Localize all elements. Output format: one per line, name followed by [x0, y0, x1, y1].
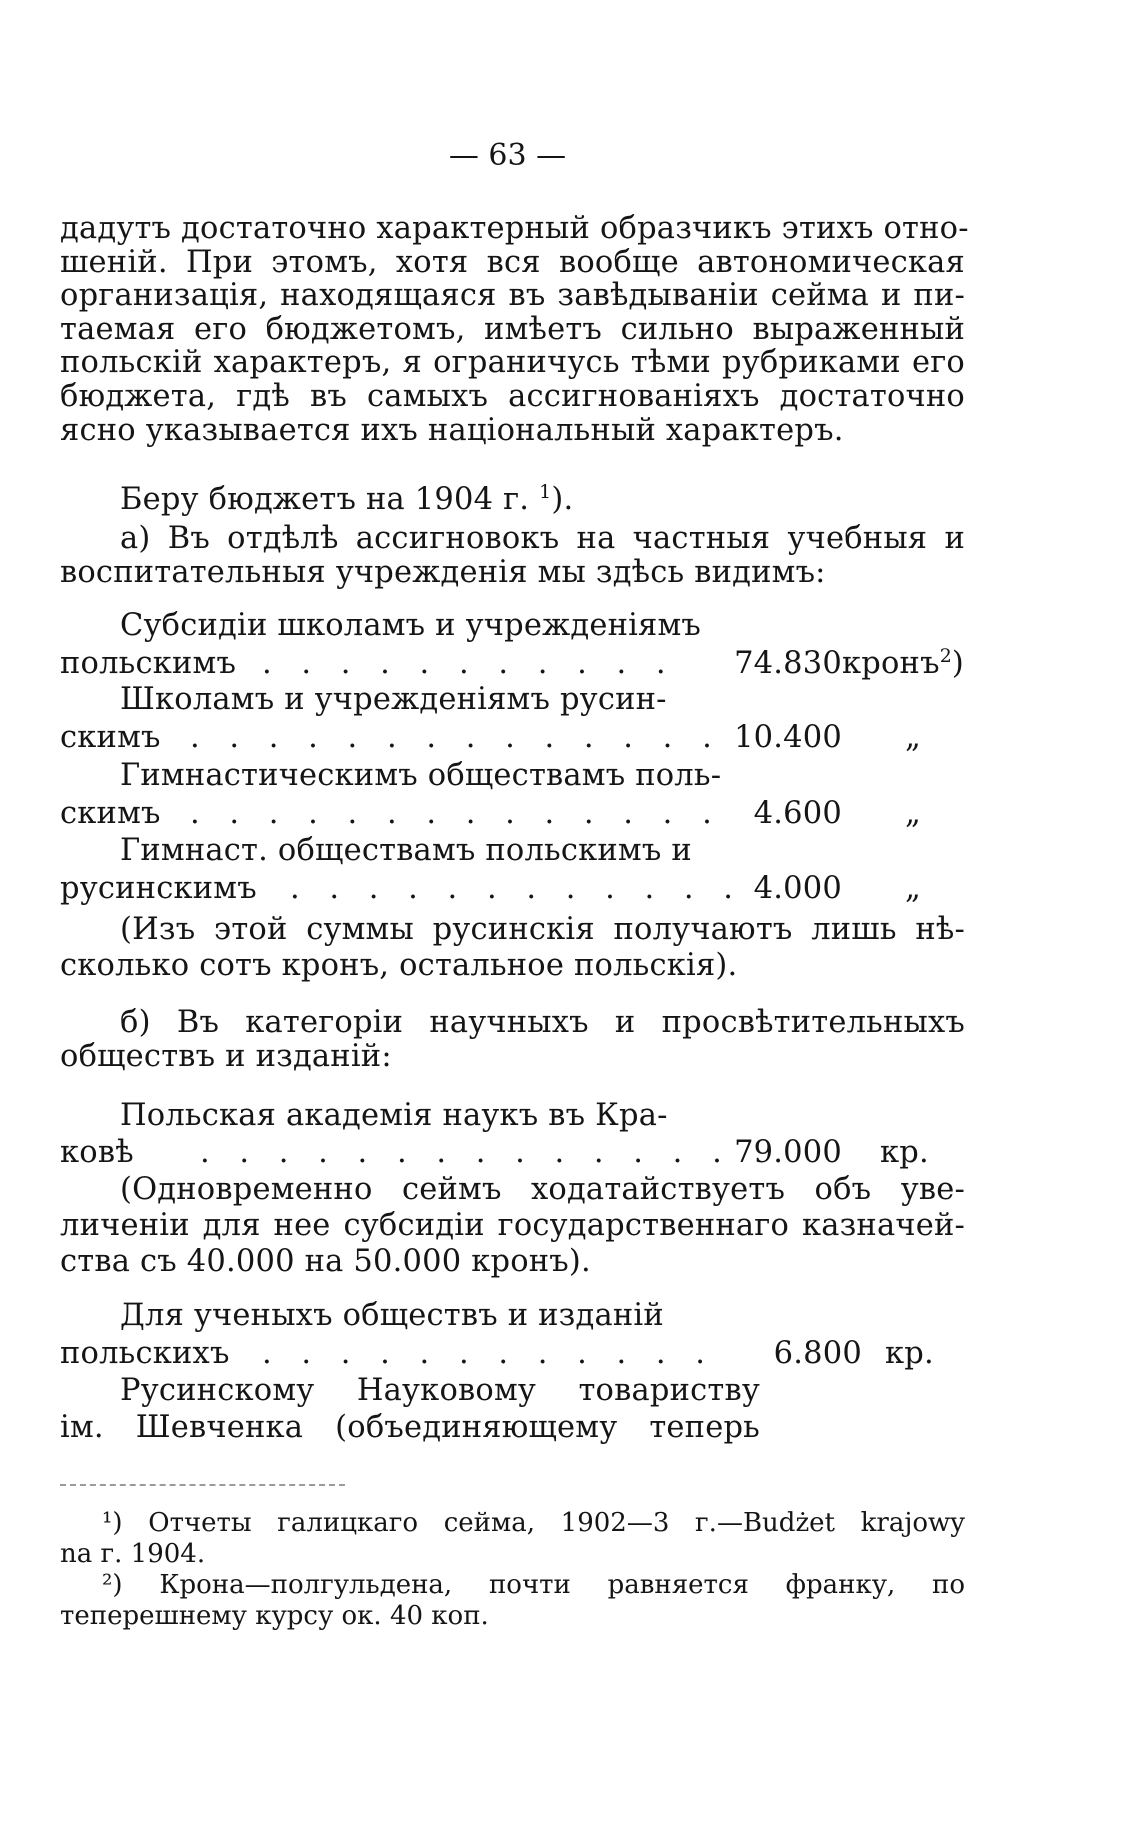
footnote-mark: ²)	[102, 1570, 123, 1600]
text-line: ства съ 40.000 на 50.000 кронъ).	[60, 1244, 591, 1279]
shevchenko-entry	[60, 1372, 760, 1446]
budget-unit: кр.	[885, 1336, 934, 1371]
footnote-rule	[60, 1484, 345, 1486]
footnote-line: na г. 1904.	[60, 1539, 206, 1569]
text-line: бюджета, гдѣ въ самыхъ ассигнованіяхъ достаточно	[60, 378, 965, 414]
footnote-ref: 2	[939, 644, 952, 667]
academy-entry	[0, 1098, 1140, 1178]
footnote-ref: 1	[539, 480, 552, 503]
budget-item-label: Для ученыхъ обществъ и изданій	[120, 1298, 664, 1333]
leader-dots: . . . . . . . . . . .	[262, 646, 676, 681]
budget-unit: „	[905, 871, 922, 906]
text-line: ясно указывается ихъ національный характеръ.	[60, 412, 844, 448]
budget-amount: 74.830	[734, 646, 842, 681]
leader-dots: . . . . . . . . . . . . . .	[200, 1135, 732, 1170]
section-a-intro	[60, 522, 965, 590]
text-line: ім. Шевченка (объединяющему теперь	[60, 1410, 760, 1445]
section-b-intro	[60, 1006, 965, 1074]
budget-item-label: Гимнастическимъ обществамъ поль-	[120, 758, 722, 793]
budget-item-label: скимъ	[60, 796, 161, 831]
text-line: б) Въ категоріи научныхъ и просвѣтительныхъ	[120, 1005, 965, 1040]
budget-heading-text: Беру бюджетъ на 1904 г.	[120, 482, 530, 517]
text-line: обществъ и изданій:	[60, 1039, 392, 1074]
budget-unit: кронъ$^2$)	[842, 644, 965, 681]
leader-dots: . . . . . . . . . . . .	[262, 1336, 715, 1371]
section-a-table	[0, 608, 1140, 918]
text-line: сколько сотъ кронъ, остальное польскія).	[60, 948, 738, 983]
budget-amount: 4.600	[753, 796, 842, 831]
text-line: таемая его бюджетомъ, имѣетъ сильно выраженный	[60, 311, 965, 347]
text-line: (Одновременно сеймъ ходатайствуетъ объ уве-	[120, 1172, 965, 1207]
page-number: — 63 —	[448, 138, 567, 173]
text-line: (Изъ этой суммы русинскія получаютъ лишь нѣ-	[120, 912, 965, 947]
societies-entry	[0, 1298, 1140, 1378]
budget-amount: 10.400	[734, 720, 842, 755]
budget-item-label: Польская академія наукъ въ Кра-	[120, 1098, 668, 1133]
footnote-text: Отчеты галицкаго сейма, 1902—3 г.—Budżet krajowy	[148, 1508, 965, 1538]
leader-dots: . . . . . . . . . . . . . .	[190, 720, 722, 755]
footnote-line	[60, 1508, 965, 1539]
budget-item-label: скимъ	[60, 720, 161, 755]
text-line: шеній. При этомъ, хотя вся вообще автономическая	[60, 244, 965, 280]
budget-item-label: ковѣ	[60, 1135, 134, 1170]
academy-note	[60, 1172, 965, 1280]
budget-item-label: Школамъ и учрежденіямъ русин-	[120, 682, 667, 717]
leader-dots: . . . . . . . . . . . .	[290, 871, 743, 906]
text-line: воспитательныя учрежденія мы здѣсь видимъ:	[60, 555, 826, 590]
intro-paragraph	[60, 211, 969, 448]
budget-heading: Беру бюджетъ на 1904 г. $^1$).	[120, 480, 574, 517]
budget-amount: 4.000	[753, 871, 842, 906]
text-line: а) Въ отдѣлѣ ассигновокъ на частныя учебныя и	[120, 521, 965, 556]
footnote-line: теперешнему курсу ок. 40 коп.	[60, 1601, 489, 1631]
leader-dots: . . . . . . . . . . . . . .	[190, 796, 722, 831]
text-line: дадутъ достаточно характерный образчикъ этихъ отно-	[60, 211, 969, 246]
budget-item-label: польскихъ	[60, 1336, 230, 1371]
text-line: Русинскому Науковому товариству	[120, 1373, 760, 1408]
budget-unit: „	[905, 720, 922, 755]
budget-unit: кр.	[880, 1135, 929, 1170]
budget-item-label: Гимнаст. обществамъ польскимъ и	[120, 833, 692, 868]
section-a-note	[60, 912, 965, 984]
text-line: польскій характеръ, я ограничусь тѣми рубриками его	[60, 345, 965, 381]
footnote-text: Крона—полгульдена, почти равняется франку, по	[159, 1570, 966, 1600]
budget-amount: 6.800	[773, 1336, 862, 1371]
footnotes	[60, 1508, 965, 1632]
footnote-line	[60, 1570, 965, 1601]
budget-item-label: Субсидіи школамъ и учрежденіямъ	[120, 608, 702, 643]
budget-amount: 79.000	[734, 1135, 842, 1170]
text-line: организація, находящаяся въ завѣдываніи сейма и пи-	[60, 278, 965, 314]
budget-item-label: русинскимъ	[60, 871, 257, 906]
budget-unit: „	[905, 796, 922, 831]
footnote-mark: ¹)	[102, 1508, 123, 1538]
text-line: личеніи для нее субсидіи государственнаго казначей-	[60, 1208, 965, 1243]
budget-item-label: польскимъ	[60, 646, 237, 681]
